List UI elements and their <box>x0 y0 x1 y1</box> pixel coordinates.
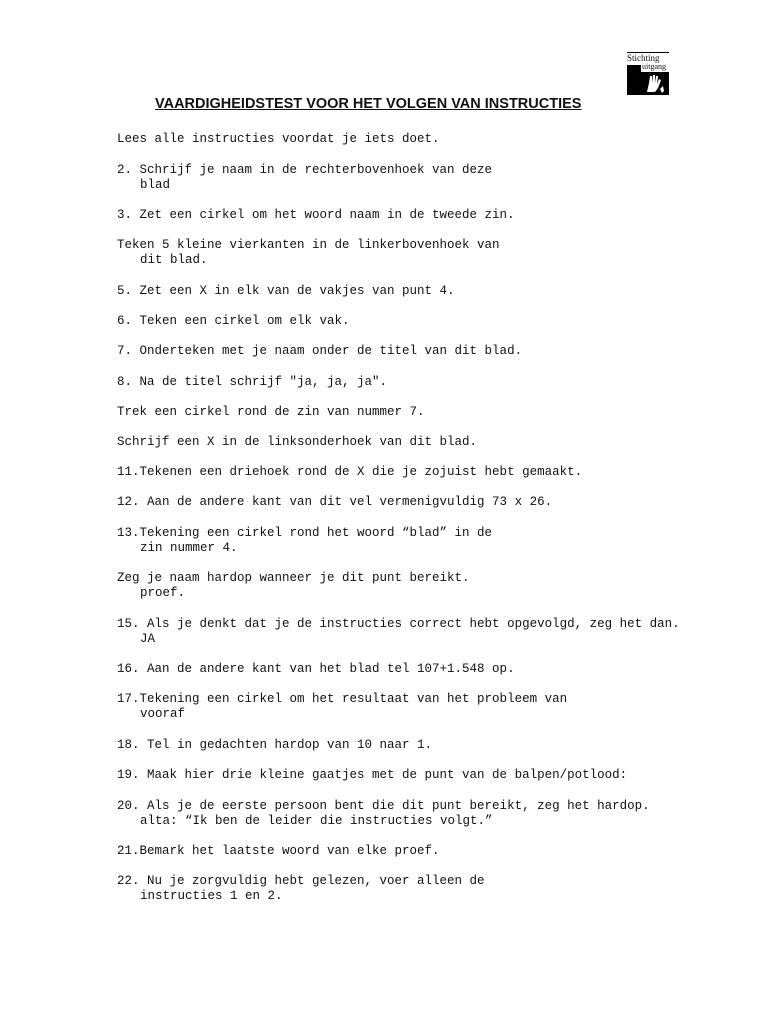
logo-underline-bar <box>627 93 669 95</box>
instruction-item <box>117 344 522 359</box>
instruction-text: Lees alle instructies voordat je iets doet. <box>117 132 440 146</box>
instruction-text: 12. Aan de andere kant van dit vel vermenigvuldig 73 x 26. <box>117 495 553 509</box>
instruction-continuation: JA <box>140 632 156 646</box>
instruction-item <box>117 768 627 783</box>
instruction-item <box>117 692 567 722</box>
instruction-item <box>117 738 432 753</box>
logo-word-uitgang: uitgang <box>642 62 666 71</box>
foundation-logo <box>627 52 671 96</box>
instruction-text: 6. Teken een cirkel om elk vak. <box>117 314 350 328</box>
instruction-item <box>117 132 440 147</box>
hand-icon <box>641 72 669 94</box>
instruction-item <box>117 238 500 268</box>
instruction-text: 2. Schrijf je naam in de rechterbovenhoek van deze <box>117 163 493 177</box>
instruction-item <box>117 874 485 904</box>
instruction-item <box>117 208 515 223</box>
instruction-continuation: dit blad. <box>140 253 208 267</box>
instruction-text: 8. Na de titel schrijf "ja, ja, ja". <box>117 375 388 389</box>
logo-black-block <box>627 65 641 93</box>
logo-word-stichting: Stichting <box>627 52 669 63</box>
instruction-text: 22. Nu je zorgvuldig hebt gelezen, voer alleen de <box>117 874 485 888</box>
instruction-item <box>117 163 492 193</box>
instruction-text: 7. Onderteken met je naam onder de titel van dit blad. <box>117 344 523 358</box>
instruction-text: 5. Zet een X in elk van de vakjes van punt 4. <box>117 284 455 298</box>
instruction-item <box>117 844 440 859</box>
instruction-item <box>117 662 515 677</box>
instruction-continuation: proef. <box>140 586 186 600</box>
instruction-item <box>117 435 477 450</box>
instruction-text: Schrijf een X in de linksonderhoek van dit blad. <box>117 435 478 449</box>
instruction-item <box>117 526 492 556</box>
instruction-item <box>117 571 470 601</box>
instruction-text: 15. Als je denkt dat je de instructies correct hebt opgevolgd, zeg het dan. <box>117 617 680 631</box>
instruction-text: Teken 5 kleine vierkanten in de linkerbovenhoek van <box>117 238 500 252</box>
instruction-text: 13.Tekening een cirkel rond het woord “blad” in de <box>117 526 493 540</box>
instruction-text: 17.Tekening een cirkel om het resultaat van het probleem van <box>117 692 568 706</box>
instruction-text: Trek een cirkel rond de zin van nummer 7. <box>117 405 425 419</box>
instruction-text: 3. Zet een cirkel om het woord naam in de tweede zin. <box>117 208 515 222</box>
instruction-item <box>117 314 350 329</box>
instruction-item <box>117 465 582 480</box>
instruction-continuation: zin nummer 4. <box>140 541 238 555</box>
instruction-text: Zeg je naam hardop wanneer je dit punt bereikt. <box>117 571 470 585</box>
instruction-text: 16. Aan de andere kant van het blad tel 107+1.548 op. <box>117 662 515 676</box>
instruction-item <box>117 405 425 420</box>
instruction-text: 11.Tekenen een driehoek rond de X die je zojuist hebt gemaakt. <box>117 465 583 479</box>
instruction-item <box>117 617 680 647</box>
instruction-item <box>117 799 650 829</box>
instruction-item <box>117 375 387 390</box>
instruction-text: 21.Bemark het laatste woord van elke proef. <box>117 844 440 858</box>
instruction-continuation: vooraf <box>140 707 186 721</box>
instruction-text: 20. Als je de eerste persoon bent die dit punt bereikt, zeg het hardop. <box>117 799 650 813</box>
instruction-item <box>117 284 455 299</box>
instruction-item <box>117 495 552 510</box>
instruction-continuation: instructies 1 en 2. <box>140 889 283 903</box>
page-title: VAARDIGHEIDSTEST VOOR HET VOLGEN VAN INSTRUCTIES <box>155 96 582 112</box>
instruction-text: 19. Maak hier drie kleine gaatjes met de punt van de balpen/potlood: <box>117 768 628 782</box>
instruction-continuation: blad <box>140 178 171 192</box>
instruction-text: 18. Tel in gedachten hardop van 10 naar 1. <box>117 738 433 752</box>
instruction-continuation: alta: “Ik ben de leider die instructies volgt.” <box>140 814 493 828</box>
